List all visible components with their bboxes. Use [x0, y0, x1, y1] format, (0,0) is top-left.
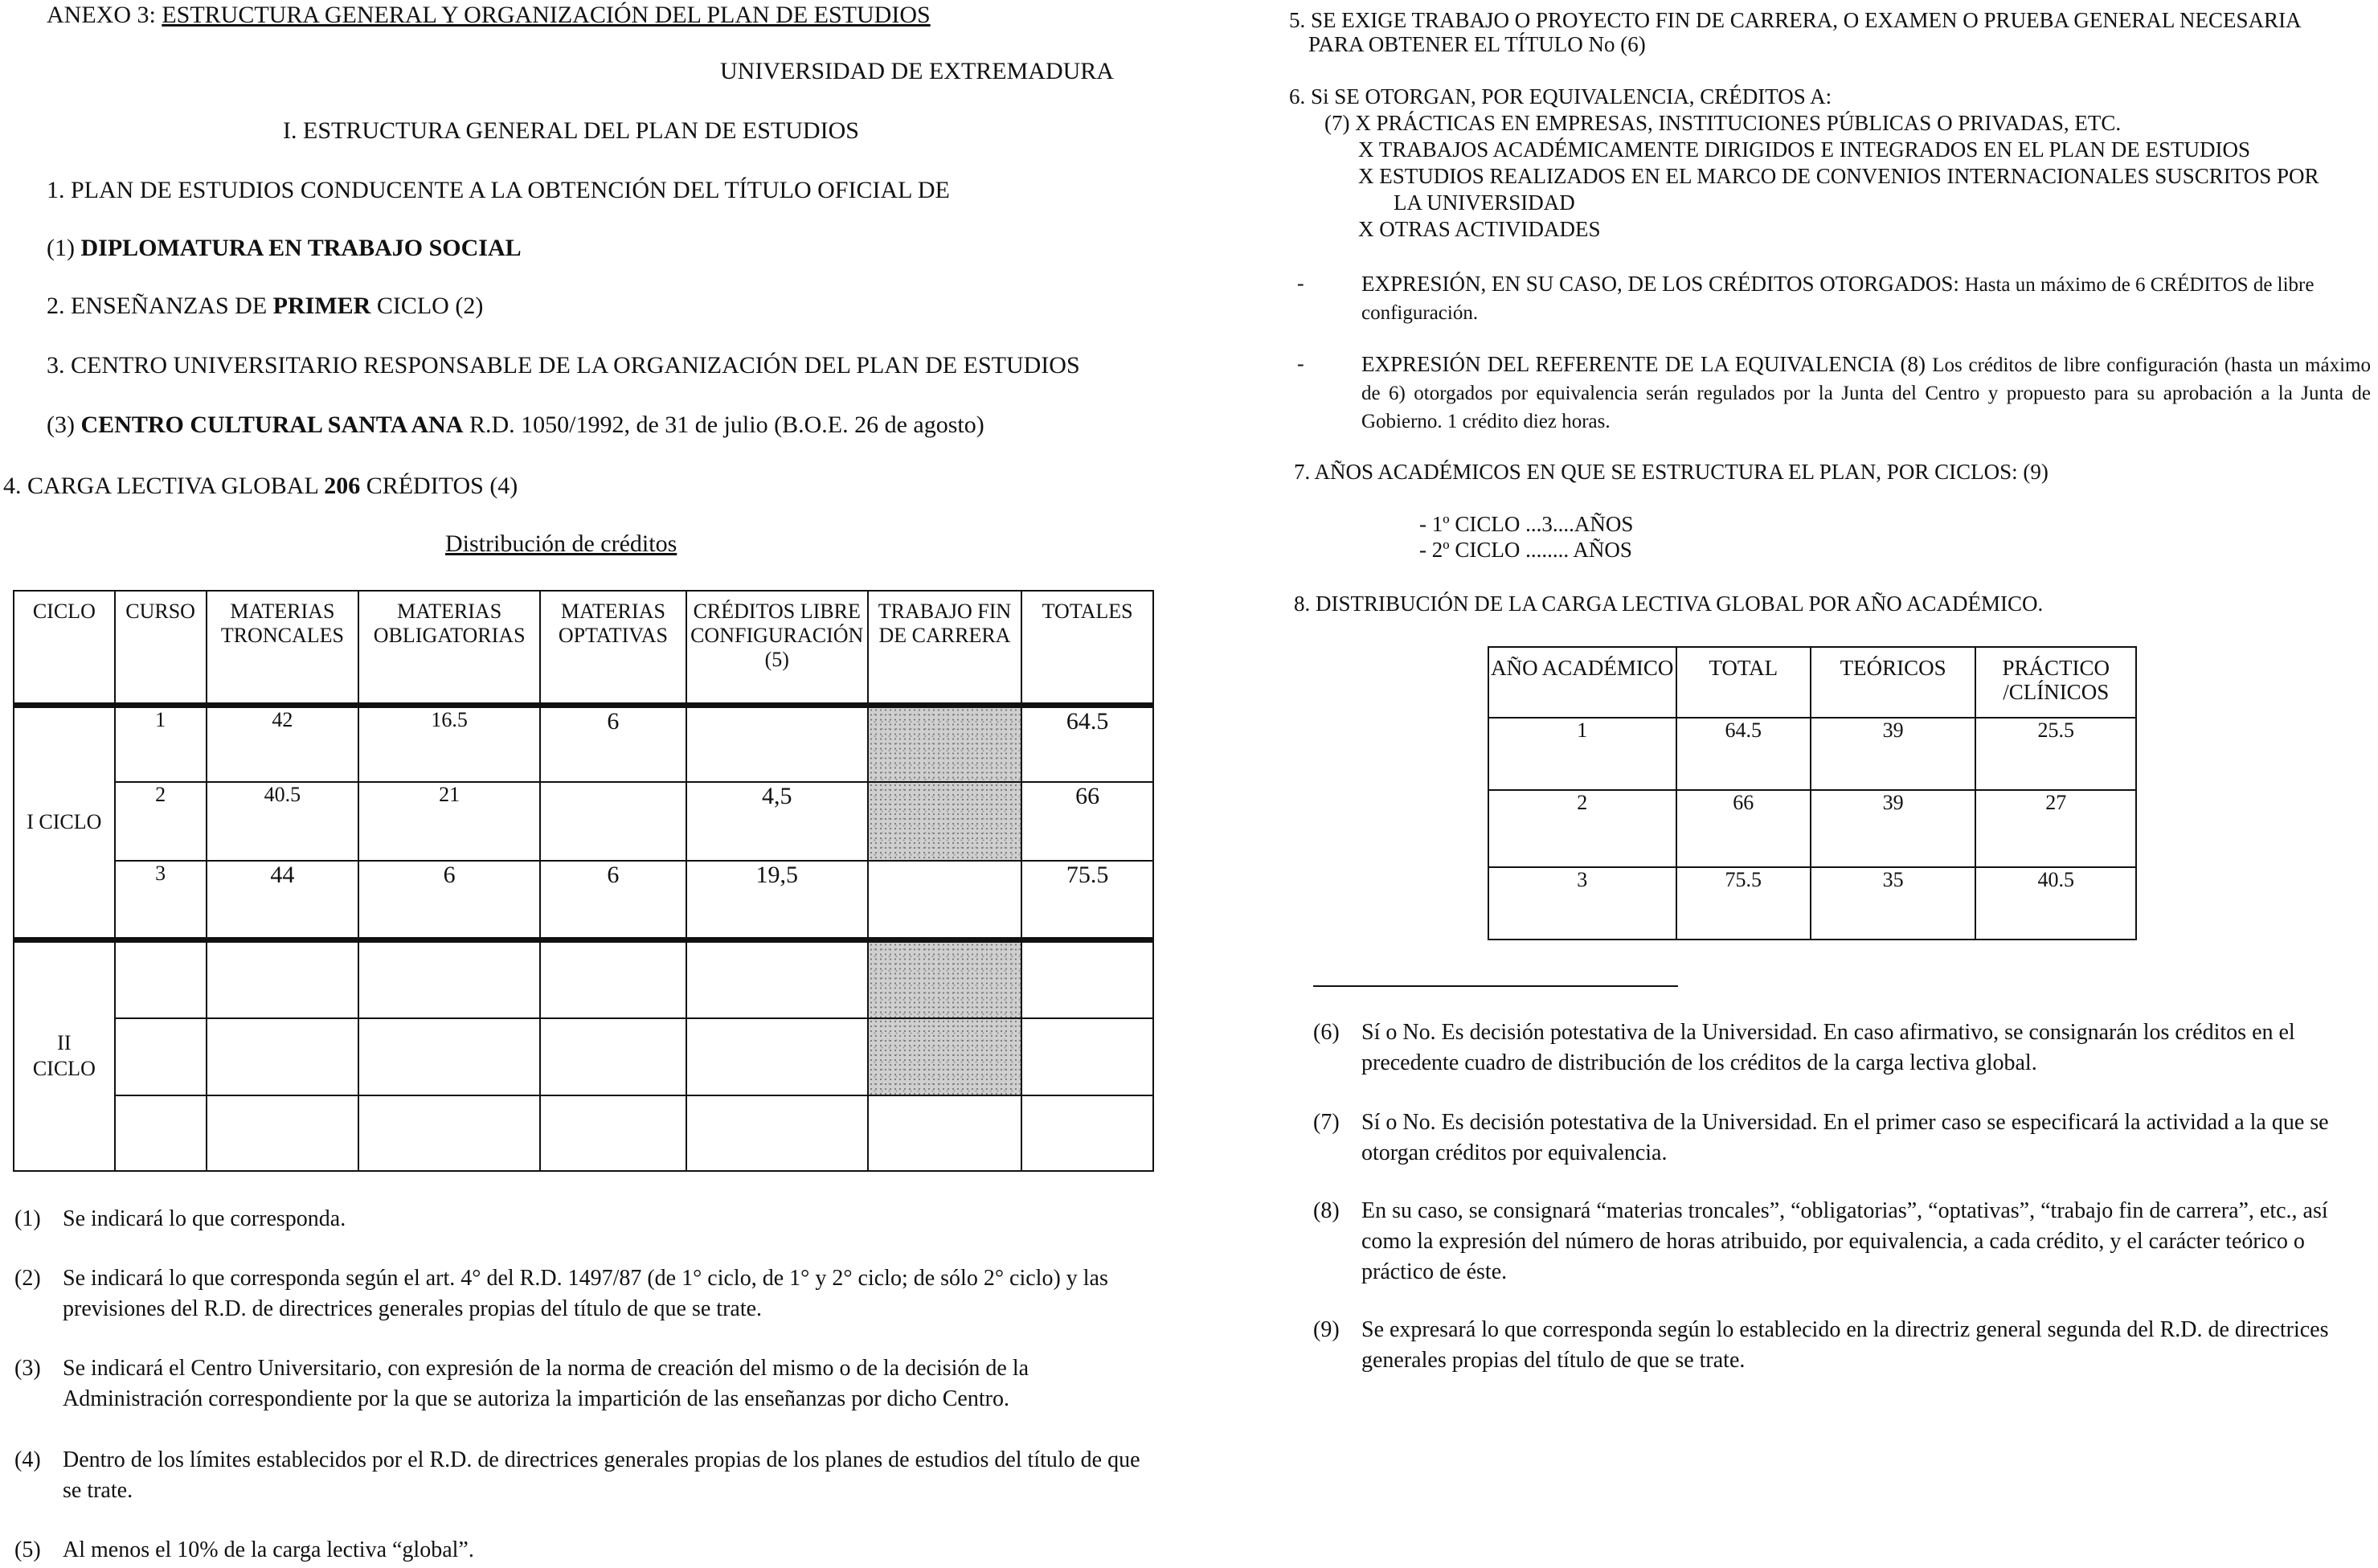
- footnote-4: [14, 1445, 1156, 1506]
- cell-practicos: 40.5: [1975, 867, 2136, 940]
- footnote-number: (7): [1313, 1110, 1340, 1135]
- year-table: [1488, 646, 2137, 940]
- footnote-number: (3): [14, 1356, 41, 1381]
- cell-trabajo-shaded: [868, 940, 1022, 1018]
- expression-credits-label: EXPRESIÓN, EN SU CASO, DE LOS CRÉDITOS OTORGADOS:: [1361, 272, 1965, 296]
- cell-empty: [207, 940, 359, 1018]
- credits-table: [13, 590, 1154, 1172]
- expression-equivalence-label: EXPRESIÓN DEL REFERENTE DE LA EQUIVALENCIA (8): [1361, 352, 1933, 376]
- item-2-prefix: 2. ENSEÑANZAS DE: [47, 293, 273, 319]
- cell-optativas: 6: [540, 861, 686, 940]
- degree-title: DIPLOMATURA EN TRABAJO SOCIAL: [80, 235, 522, 261]
- footnote-text: Dentro de los límites establecidos por el R.D. de directrices generales propias de los planes de estudios del título de que se trate.: [63, 1447, 1140, 1503]
- cell-total: 75.5: [1676, 867, 1811, 940]
- table-row: [14, 1018, 1153, 1095]
- item-2: [47, 293, 483, 320]
- table-row: [14, 940, 1153, 1018]
- cell-troncales: 40.5: [207, 782, 359, 861]
- cell-ano: 3: [1488, 867, 1676, 940]
- item-6-option-practicas: (7) X PRÁCTICAS EN EMPRESAS, INSTITUCIONES PÚBLICAS O PRIVADAS, ETC.: [1324, 111, 2122, 135]
- cell-ano: 1: [1488, 718, 1676, 790]
- table-row: [14, 705, 1153, 782]
- footnote-text: Se indicará el Centro Universitario, con expresión de la norma de creación del mismo o de la decisión de la Administración correspondiente por la que se autoriza la impartición de las enseñanzas por dicho Centro.: [63, 1356, 1029, 1411]
- footnote-text: Se indicará lo que corresponda.: [63, 1206, 346, 1231]
- item-7-cycle-1: - 1º CICLO ...3....AÑOS: [1419, 512, 1634, 536]
- item-1: 1. PLAN DE ESTUDIOS CONDUCENTE A LA OBTENCIÓN DEL TÍTULO OFICIAL DE: [47, 177, 950, 203]
- cell-empty: [358, 1018, 540, 1095]
- header-libre-configuracion: CRÉDITOS LIBRE CONFIGURACIÓN (5): [686, 591, 868, 705]
- cell-empty: [115, 1095, 207, 1171]
- item-4-suffix: CRÉDITOS (4): [360, 473, 518, 499]
- expression-credits-text: Hasta un máximo de 6 CRÉDITOS de libre configuración.: [1361, 274, 2315, 324]
- header-ciclo: CICLO: [14, 591, 115, 705]
- item-4-prefix: 4. CARGA LECTIVA GLOBAL: [3, 473, 325, 499]
- table-row: [1488, 867, 2136, 940]
- cell-empty: [358, 940, 540, 1018]
- expression-equivalence: [1297, 350, 2371, 436]
- footnote-6: [1313, 1017, 2358, 1079]
- footnote-text: Se indicará lo que corresponda según el art. 4° del R.D. 1497/87 (de 1° ciclo, de 1° y 2° ciclo; de sólo 2° ciclo) y las previsiones del R.D. de directrices generales propias del título de que se trate.: [63, 1266, 1108, 1321]
- footnote-number: (5): [14, 1537, 41, 1562]
- cell-libre: 19,5: [686, 861, 868, 940]
- cell-empty: [868, 1095, 1022, 1171]
- center-decree: R.D. 1050/1992, de 31 de julio (B.O.E. 26 de agosto): [463, 411, 984, 438]
- cell-totales: 64.5: [1021, 705, 1153, 782]
- annex-title: ESTRUCTURA GENERAL Y ORGANIZACIÓN DEL PLAN DE ESTUDIOS: [162, 2, 931, 28]
- header-totales: TOTALES: [1021, 591, 1153, 705]
- cell-teoricos: 39: [1811, 790, 1975, 867]
- section-title: I. ESTRUCTURA GENERAL DEL PLAN DE ESTUDIOS: [283, 117, 859, 144]
- footnote-text: Sí o No. Es decisión potestativa de la Universidad. En el primer caso se especificará la actividad a la que se otorgan créditos por equivalencia.: [1361, 1110, 2329, 1165]
- cell-total: 64.5: [1676, 718, 1811, 790]
- cell-optativas: [540, 782, 686, 861]
- item-6: [1289, 84, 2319, 243]
- table-row: [1488, 790, 2136, 867]
- cell-empty: [686, 940, 868, 1018]
- cell-obligatorias: 21: [358, 782, 540, 861]
- footnote-divider: [1313, 985, 1678, 987]
- item-3-prefix: (3): [47, 411, 81, 438]
- item-4: [3, 473, 518, 500]
- item-5-line-2: PARA OBTENER EL TÍTULO No (6): [1308, 32, 1646, 56]
- footnote-text: Al menos el 10% de la carga lectiva “global”.: [63, 1537, 474, 1562]
- center-name: CENTRO CULTURAL SANTA ANA: [80, 411, 464, 438]
- footnote-2: [14, 1263, 1156, 1324]
- cell-libre: [686, 705, 868, 782]
- footnote-text: En su caso, se consignará “materias troncales”, “obligatorias”, “optativas”, “trabajo fin de carrera”, etc., así como la expresión del número de horas atribuido, por equivalencia, a cada crédito, y el carácter teórico o práctico de éste.: [1361, 1198, 2328, 1284]
- university-name: UNIVERSIDAD DE EXTREMADURA: [720, 58, 1114, 84]
- cell-practicos: 27: [1975, 790, 2136, 867]
- cycle-value: PRIMER: [272, 293, 371, 319]
- footnote-text: Sí o No. Es decisión potestativa de la Universidad. En caso afirmativo, se consignarán los créditos en el precedente cuadro de distribución de los créditos de la carga lectiva global.: [1361, 1020, 2295, 1075]
- item-1-prefix: (1): [47, 235, 81, 261]
- cell-libre: 4,5: [686, 782, 868, 861]
- cell-troncales: 44: [207, 861, 359, 940]
- header-total: TOTAL: [1676, 647, 1811, 718]
- total-credits: 206: [324, 473, 361, 499]
- footnote-number: (1): [14, 1206, 41, 1231]
- bullet-dash: -: [1297, 272, 1304, 295]
- cell-empty: [358, 1095, 540, 1171]
- footnote-9: [1313, 1315, 2358, 1376]
- header-obligatorias: MATERIAS OBLIGATORIAS: [358, 591, 540, 705]
- annex-prefix: ANEXO 3:: [47, 2, 162, 28]
- cycle-2-label: [14, 940, 115, 1171]
- item-6-option-estudios-cont: LA UNIVERSIDAD: [1394, 190, 1575, 215]
- cell-ano: 2: [1488, 790, 1676, 867]
- header-trabajo-fin-carrera: TRABAJO FIN DE CARRERA: [868, 591, 1022, 705]
- item-8: 8. DISTRIBUCIÓN DE LA CARGA LECTIVA GLOBAL POR AÑO ACADÉMICO.: [1294, 592, 2044, 616]
- cell-trabajo: [868, 861, 1022, 940]
- cell-teoricos: 39: [1811, 718, 1975, 790]
- table-row: [14, 861, 1153, 940]
- footnote-number: (8): [1313, 1198, 1340, 1223]
- cycle-2-label-a: II: [57, 1031, 72, 1055]
- cell-teoricos: 35: [1811, 867, 1975, 940]
- footnote-number: (6): [1313, 1020, 1340, 1045]
- cell-empty: [1021, 940, 1153, 1018]
- table-row: [1488, 718, 2136, 790]
- cell-curso: 3: [115, 861, 207, 940]
- cell-optativas: 6: [540, 705, 686, 782]
- cell-obligatorias: 6: [358, 861, 540, 940]
- footnote-1: [14, 1204, 1156, 1234]
- cell-trabajo-shaded: [868, 1018, 1022, 1095]
- cell-totales: 75.5: [1021, 861, 1153, 940]
- item-7-cycle-2: - 2º CICLO ........ AÑOS: [1419, 538, 1632, 562]
- cell-troncales: 42: [207, 705, 359, 782]
- cell-totales: 66: [1021, 782, 1153, 861]
- footnote-5: [14, 1535, 1156, 1566]
- distribution-title: Distribución de créditos: [445, 530, 677, 557]
- item-1-value: [47, 235, 522, 262]
- cycle-2-label-b: CICLO: [32, 1057, 96, 1081]
- expression-credits: [1297, 270, 2371, 327]
- item-6-option-otras: X OTRAS ACTIVIDADES: [1358, 217, 1601, 241]
- cell-total: 66: [1676, 790, 1811, 867]
- cell-empty: [686, 1095, 868, 1171]
- cell-curso: 1: [115, 705, 207, 782]
- footnote-7: [1313, 1107, 2358, 1169]
- item-5: [1289, 8, 2302, 56]
- item-7: 7. AÑOS ACADÉMICOS EN QUE SE ESTRUCTURA EL PLAN, POR CICLOS: (9): [1294, 460, 2049, 484]
- header-teoricos: TEÓRICOS: [1811, 647, 1975, 718]
- cell-empty: [207, 1095, 359, 1171]
- footnote-3: [14, 1353, 1156, 1414]
- footnote-text: Se expresará lo que corresponda según lo establecido en la directriz general segunda del R.D. de directrices generales propias del título de que se trate.: [1361, 1317, 2329, 1373]
- cycle-1-label: I CICLO: [14, 705, 115, 940]
- table-row: [14, 1095, 1153, 1171]
- expression-equivalence-text: Los créditos de libre configuración (hasta un máximo de 6) otorgados por equivalencia serán regulados por la Junta del Centro y propuesto para su aprobación a la Junta de Gobierno. 1 crédito diez horas.: [1361, 354, 2371, 432]
- bullet-dash: -: [1297, 352, 1304, 375]
- cell-obligatorias: 16.5: [358, 705, 540, 782]
- item-6-heading: 6. Si SE OTORGAN, POR EQUIVALENCIA, CRÉDITOS A:: [1289, 84, 1832, 108]
- cell-empty: [540, 1018, 686, 1095]
- year-header-row: [1488, 647, 2136, 718]
- cell-trabajo-shaded: [868, 705, 1022, 782]
- cell-empty: [1021, 1018, 1153, 1095]
- cell-empty: [540, 940, 686, 1018]
- item-6-option-trabajos: X TRABAJOS ACADÉMICAMENTE DIRIGIDOS E INTEGRADOS EN EL PLAN DE ESTUDIOS: [1358, 137, 2250, 162]
- item-5-line-1: 5. SE EXIGE TRABAJO O PROYECTO FIN DE CARRERA, O EXAMEN O PRUEBA GENERAL NECESARIA: [1289, 8, 2302, 32]
- cell-empty: [1021, 1095, 1153, 1171]
- item-3-value: [47, 411, 984, 439]
- cell-empty: [115, 940, 207, 1018]
- cell-empty: [540, 1095, 686, 1171]
- footnote-number: (9): [1313, 1317, 1340, 1342]
- footnote-8: [1313, 1196, 2358, 1288]
- table-row: [14, 782, 1153, 861]
- item-6-option-estudios: X ESTUDIOS REALIZADOS EN EL MARCO DE CONVENIOS INTERNACIONALES SUSCRITOS POR: [1358, 164, 2319, 188]
- footnote-number: (2): [14, 1266, 41, 1291]
- item-2-suffix: CICLO (2): [370, 293, 484, 319]
- footnote-number: (4): [14, 1447, 41, 1472]
- cell-empty: [207, 1018, 359, 1095]
- header-practicos: PRÁCTICO /CLÍNICOS: [1975, 647, 2136, 718]
- cell-empty: [115, 1018, 207, 1095]
- cell-curso: 2: [115, 782, 207, 861]
- item-7-cycles: [1419, 511, 1633, 563]
- cell-trabajo-shaded: [868, 782, 1022, 861]
- cell-practicos: 25.5: [1975, 718, 2136, 790]
- item-3: 3. CENTRO UNIVERSITARIO RESPONSABLE DE LA ORGANIZACIÓN DEL PLAN DE ESTUDIOS: [47, 352, 1080, 379]
- annex-heading: [47, 2, 931, 29]
- header-optativas: MATERIAS OPTATIVAS: [540, 591, 686, 705]
- cell-empty: [686, 1018, 868, 1095]
- credits-header-row: [14, 591, 1153, 705]
- header-ano-academico: AÑO ACADÉMICO: [1488, 647, 1676, 718]
- header-curso: CURSO: [115, 591, 207, 705]
- header-troncales: MATERIAS TRONCALES: [207, 591, 359, 705]
